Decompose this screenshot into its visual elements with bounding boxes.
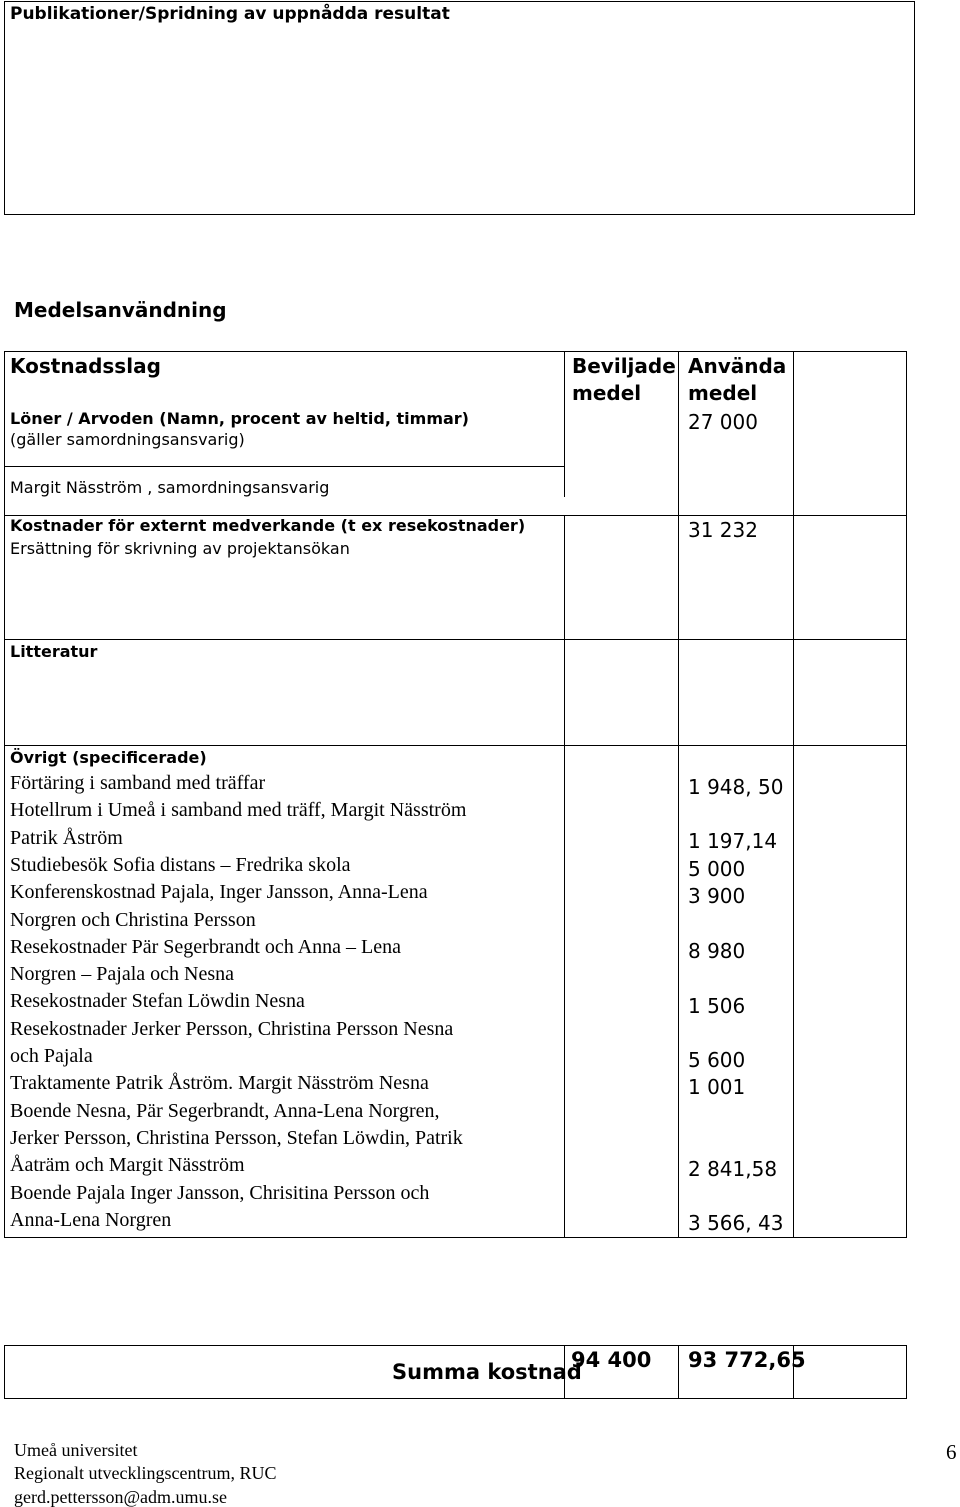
ovrigt-line: Norgren – Pajala och Nesna: [10, 963, 235, 986]
externt-used-amount: 31 232: [688, 518, 758, 542]
litteratur-label: Litteratur: [10, 642, 98, 661]
col-divider-1: [564, 351, 565, 497]
publications-box: [4, 1, 915, 215]
ovrigt-amount: 3 900: [688, 884, 746, 908]
summa-beviljade: 94 400: [571, 1348, 652, 1372]
ovrigt-label: Övrigt (specificerade): [10, 748, 207, 767]
ovrigt-line: Norgren och Christina Persson: [10, 908, 256, 931]
col-divider-2: [678, 351, 679, 1238]
ovrigt-amount: 2 841,58: [688, 1157, 778, 1181]
col-divider-3: [793, 351, 794, 1238]
ovrigt-line: Anna-Lena Norgren: [10, 1208, 172, 1231]
ovrigt-line: Jerker Persson, Christina Persson, Stefan Löwdin, Patrik: [10, 1126, 463, 1149]
row-divider-4: [4, 745, 907, 746]
loner-person: Margit Näsström , samordningsansvarig: [10, 478, 330, 497]
loner-label: Löner / Arvoden (Namn, procent av heltid, timmar): [10, 409, 469, 428]
row-divider-1: [4, 466, 564, 467]
ovrigt-line: och Pajala: [10, 1045, 93, 1067]
ovrigt-line: Resekostnader Stefan Löwdin Nesna: [10, 990, 305, 1013]
header-beviljade-line2: medel: [572, 381, 642, 405]
ovrigt-amount: 3 566, 43: [688, 1211, 784, 1235]
footer-email: gerd.pettersson@adm.umu.se: [14, 1487, 228, 1507]
summa-label: Summa kostnad: [392, 1360, 582, 1384]
ovrigt-line: Resekostnader Pär Segerbrandt och Anna – Lena: [10, 935, 401, 958]
header-anvanda-line1: Använda: [688, 354, 787, 378]
ovrigt-amount: 1 197,14: [688, 829, 778, 853]
header-kostnadsslag: Kostnadsslag: [10, 354, 161, 378]
externt-sublabel: Ersättning för skrivning av projektansökan: [10, 539, 350, 558]
loner-used-amount: 27 000: [688, 410, 758, 434]
page-number: 6: [946, 1440, 957, 1464]
section-title: Medelsanvändning: [14, 298, 227, 322]
publications-heading: Publikationer/Spridning av uppnådda resultat: [10, 4, 450, 24]
ovrigt-line: Boende Pajala Inger Jansson, Chrisitina Persson och: [10, 1181, 430, 1204]
externt-label: Kostnader för externt medverkande (t ex resekostnader): [10, 516, 526, 535]
ovrigt-amount: 8 980: [688, 939, 746, 963]
ovrigt-line: Åaträm och Margit Näsström: [10, 1154, 245, 1177]
header-anvanda-line2: medel: [688, 381, 758, 405]
footer-department: Regionalt utvecklingscentrum, RUC: [14, 1463, 277, 1483]
ovrigt-line: Förtäring i samband med träffar: [10, 772, 266, 794]
ovrigt-line: Konferenskostnad Pajala, Inger Jansson, Anna-Lena: [10, 881, 428, 904]
ovrigt-line: Resekostnader Jerker Persson, Christina Persson Nesna: [10, 1017, 454, 1040]
ovrigt-line: Hotellrum i Umeå i samband med träff, Margit Näsström: [10, 799, 467, 822]
ovrigt-line: Boende Nesna, Pär Segerbrandt, Anna-Lena Norgren,: [10, 1099, 440, 1122]
summa-anvanda: 93 772,65: [688, 1348, 806, 1372]
header-beviljade-line1: Beviljade: [572, 354, 676, 378]
ovrigt-line: Studiebesök Sofia distans – Fredrika skola: [10, 853, 351, 876]
ovrigt-line: Patrik Åström: [10, 826, 123, 849]
ovrigt-amount: 5 600: [688, 1048, 746, 1072]
ovrigt-amount: 1 506: [688, 994, 746, 1018]
ovrigt-amount: 5 000: [688, 857, 746, 881]
ovrigt-amount: 1 001: [688, 1075, 746, 1099]
col-divider-1b: [564, 515, 565, 1238]
footer-university: Umeå universitet: [14, 1440, 138, 1460]
ovrigt-line: Traktamente Patrik Åström. Margit Näsström Nesna: [10, 1072, 429, 1095]
loner-sublabel: (gäller samordningsansvarig): [10, 430, 245, 449]
row-divider-3: [4, 639, 907, 640]
summa-divider-2: [678, 1345, 679, 1399]
ovrigt-amount: 1 948, 50: [688, 775, 784, 799]
